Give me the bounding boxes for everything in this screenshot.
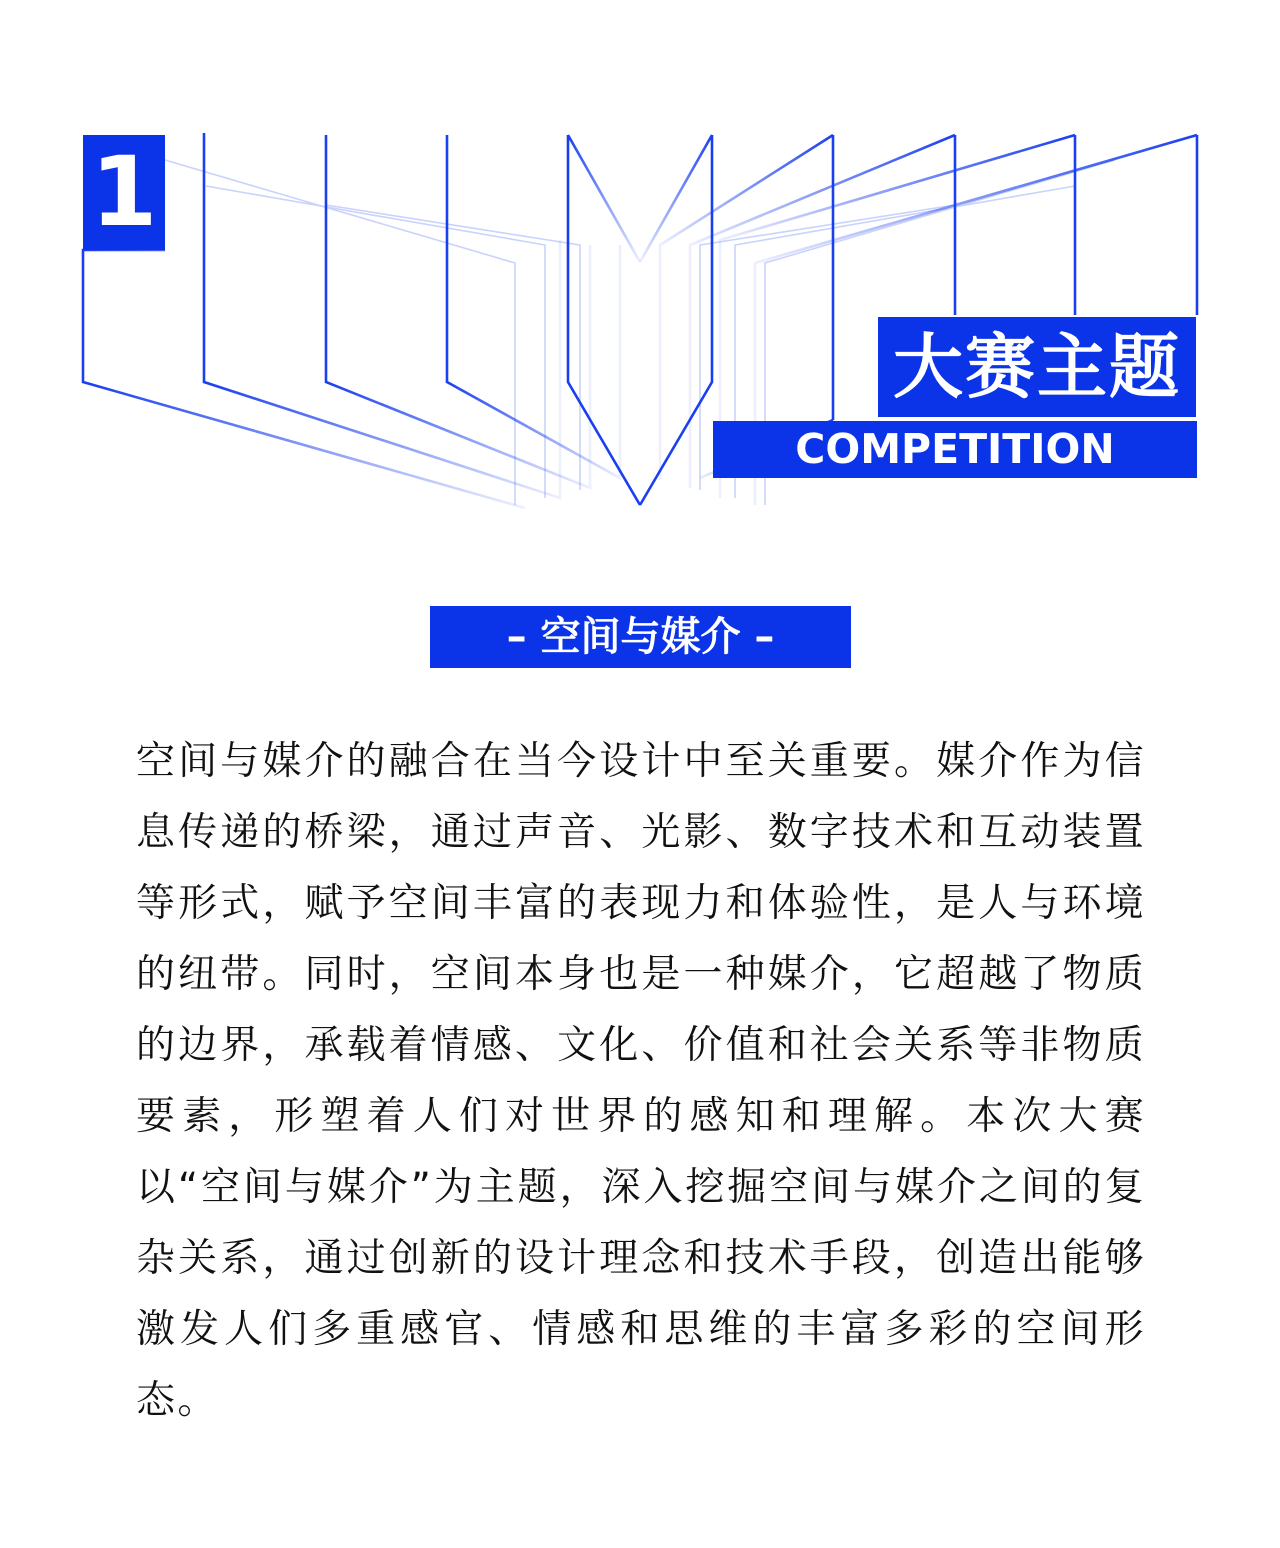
left-page-1 [83,250,525,508]
page-title-en: COMPETITION THEME [713,421,1197,478]
page-title-zh: 大赛主题 [878,317,1196,417]
theme-description-paragraph: 空间与媒介的融合在当今设计中至关重要。媒介作为信息传递的桥梁，通过声音、光影、数字技术和互动装置等形式，赋予空间丰富的表现力和体验性，是人与环境的纽带。同时，空间本身也是一种媒介，它超越了物质的边界，承载着情感、文化、价值和社会关系等非物质要素，形塑着人们对世界的感知和理解。本次大赛以“空间与媒介”为主题，深入挖掘空间与媒介之间的复杂关系，通过创新的设计理念和技术手段，创造出能够激发人们多重感官、情感和思维的丰富多彩的空间形态。 [136,739,1146,1423]
section-subtitle-tag: – 空间与媒介 – [430,606,851,668]
section-number-badge: 1 [83,135,165,250]
left-page-5 [568,135,640,505]
right-page-5 [640,135,712,505]
book-left-pages [83,133,640,508]
right-page-top-5 [640,135,712,262]
left-page-top-5 [568,135,640,262]
